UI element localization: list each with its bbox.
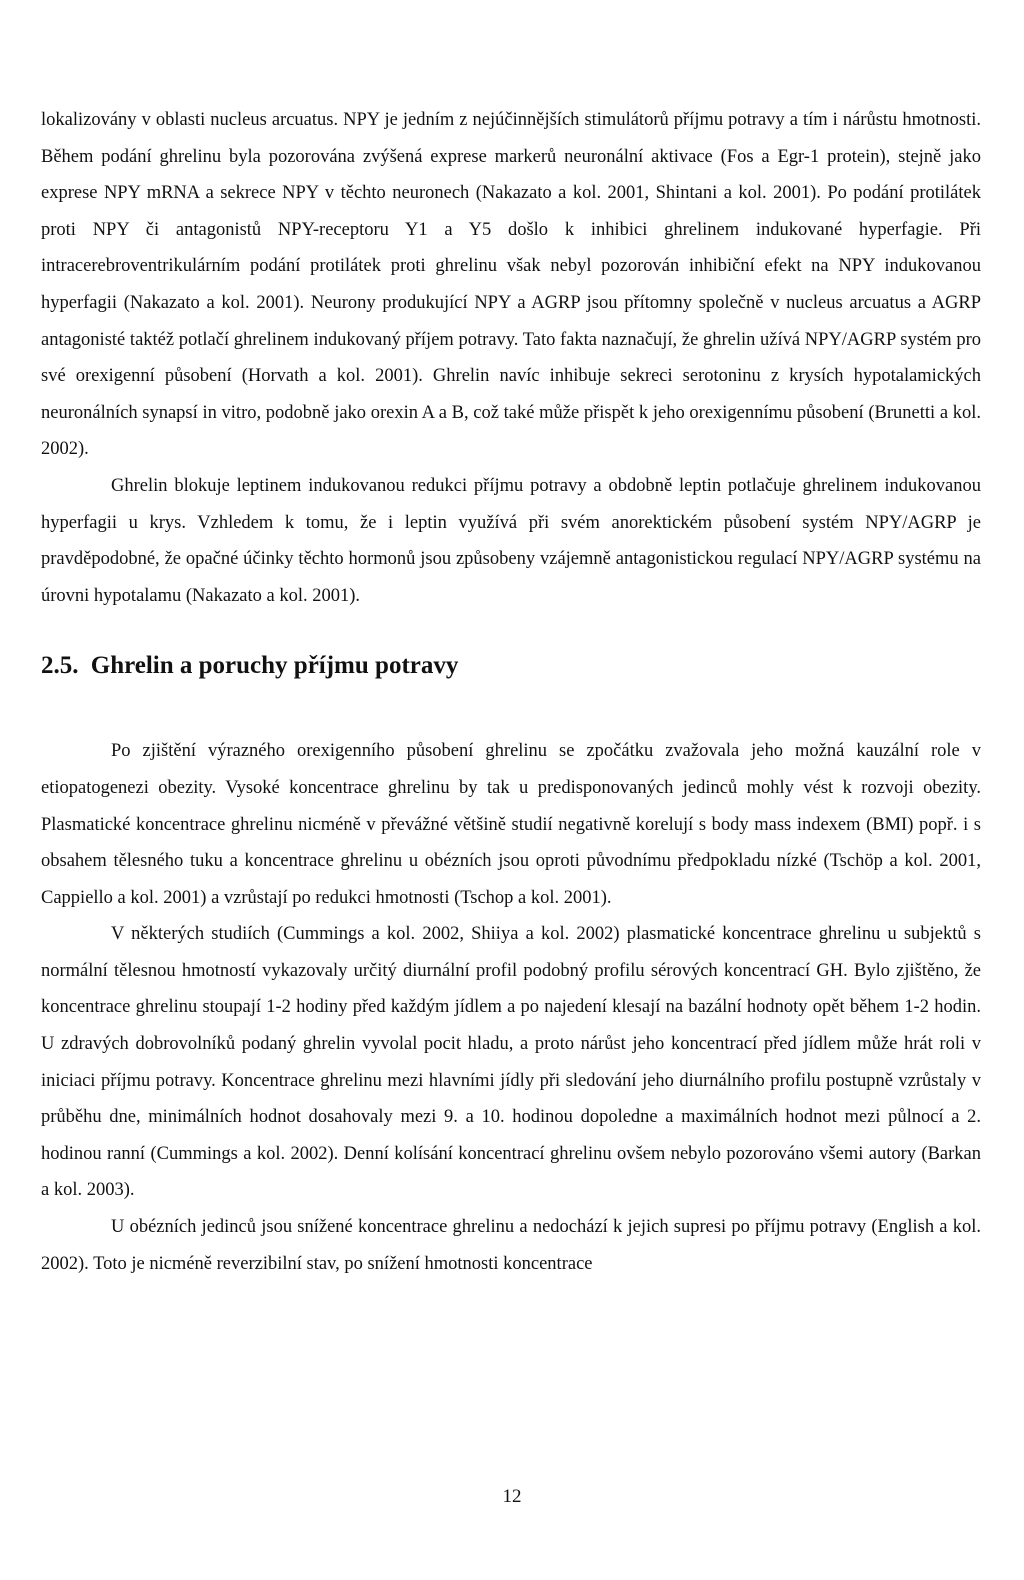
paragraph-ghrelin-leptin: Ghrelin blokuje leptinem indukovanou redukci příjmu potravy a obdobně leptin potlačuje ghrelinem indukovanou hyperfagii u krys. Vzhledem k tomu, že i leptin využívá při svém anorektickém působení systém NPY/AGRP je pravděpodobné, že opačné účinky těchto hormonů jsou způsobeny vzájemně antagonistickou regulací NPY/AGRP systému na úrovni hypotalamu (Nakazato a kol. 2001). bbox=[41, 475, 981, 606]
paragraph-obesity: Po zjištění výrazného orexigenního působení ghrelinu se zpočátku zvažovala jeho možná kauzální role v etiopatogenezi obezity. Vysoké koncentrace ghrelinu by tak u predisponovaných jedinců mohly vést k rozvoji obezity. Plasmatické koncentrace ghrelinu nicméně v převážné většině studií negativně korelují s body mass indexem (BMI) popř. i s obsahem tělesného tuku a koncentrace ghrelinu u obézních jsou oproti původnímu předpokladu nízké (Tschöp a kol. 2001, Cappiello a kol. 2001) a vzrůstají po redukci hmotnosti (Tschop a kol. 2001). bbox=[41, 741, 981, 908]
document-page bbox=[41, 102, 981, 1282]
page-number: 12 bbox=[502, 1486, 522, 1507]
paragraph-continued: lokalizovány v oblasti nucleus arcuatus. NPY je jedním z nejúčinnějších stimulátorů příjmu potravy a tím i nárůstu hmotnosti. Během podání ghrelinu byla pozorována zvýšená exprese markerů neuronální aktivace (Fos a Egr-1 protein), stejně jako exprese NPY mRNA a sekrece NPY v těchto neuronech (Nakazato a kol. 2001, Shintani a kol. 2001). Po podání protilátek proti NPY či antagonistů NPY-receptoru Y1 a Y5 došlo k inhibici ghrelinem indukované hyperfagie. Při intracerebroventrikulárním podání protilátek proti ghrelinu však nebyl pozorován inhibiční efekt na NPY indukovanou hyperfagii (Nakazato a kol. 2001). Neurony produkující NPY a AGRP jsou přítomny společně v nucleus arcuatus a AGRP antagonisté taktéž potlačí ghrelinem indukovaný příjem potravy. Tato fakta naznačují, že ghrelin užívá NPY/AGRP systém pro své orexigenní působení (Horvath a kol. 2001). Ghrelin navíc inhibuje sekreci serotoninu z krysích hypotalamických neuronálních synapsí in vitro, podobně jako orexin A a B, což také může přispět k jeho orexigennímu působení (Brunetti a kol. 2002). bbox=[41, 110, 981, 460]
section-title: Ghrelin a poruchy příjmu potravy bbox=[90, 652, 459, 680]
paragraph-diurnal-profile: V některých studiích (Cummings a kol. 2002, Shiiya a kol. 2002) plasmatické koncentrace ghrelinu u subjektů s normální tělesnou hmotností vykazovaly určitý diurnální profil podobný profilu sérových koncentrací GH. Bylo zjištěno, že koncentrace ghrelinu stoupají 1-2 hodiny před každým jídlem a po najedení klesají na bazální hodnoty opět během 1-2 hodin. U zdravých dobrovolníků podaný ghrelin vyvolal pocit hladu, a proto nárůst jeho koncentrací před jídlem může hrát roli v iniciaci příjmu potravy. Koncentrace ghrelinu mezi hlavními jídly při sledování jeho diurnálního profilu postupně vzrůstaly v průběhu dne, minimálních hodnot dosahovaly mezi 9. a 10. hodinou dopoledne a maximálních hodnot mezi půlnocí a 2. hodinou ranní (Cummings a kol. 2002). Denní kolísání koncentrací ghrelinu ovšem nebylo pozorováno všemi autory (Barkan a kol. 2003). bbox=[41, 924, 981, 1201]
section-heading bbox=[41, 651, 981, 681]
section-number: 2.5. bbox=[41, 652, 79, 680]
paragraph-obese-subjects: U obézních jedinců jsou snížené koncentrace ghrelinu a nedochází k jejich supresi po příjmu potravy (English a kol. 2002). Toto je nicméně reverzibilní stav, po snížení hmotnosti koncentrace bbox=[41, 1217, 981, 1274]
